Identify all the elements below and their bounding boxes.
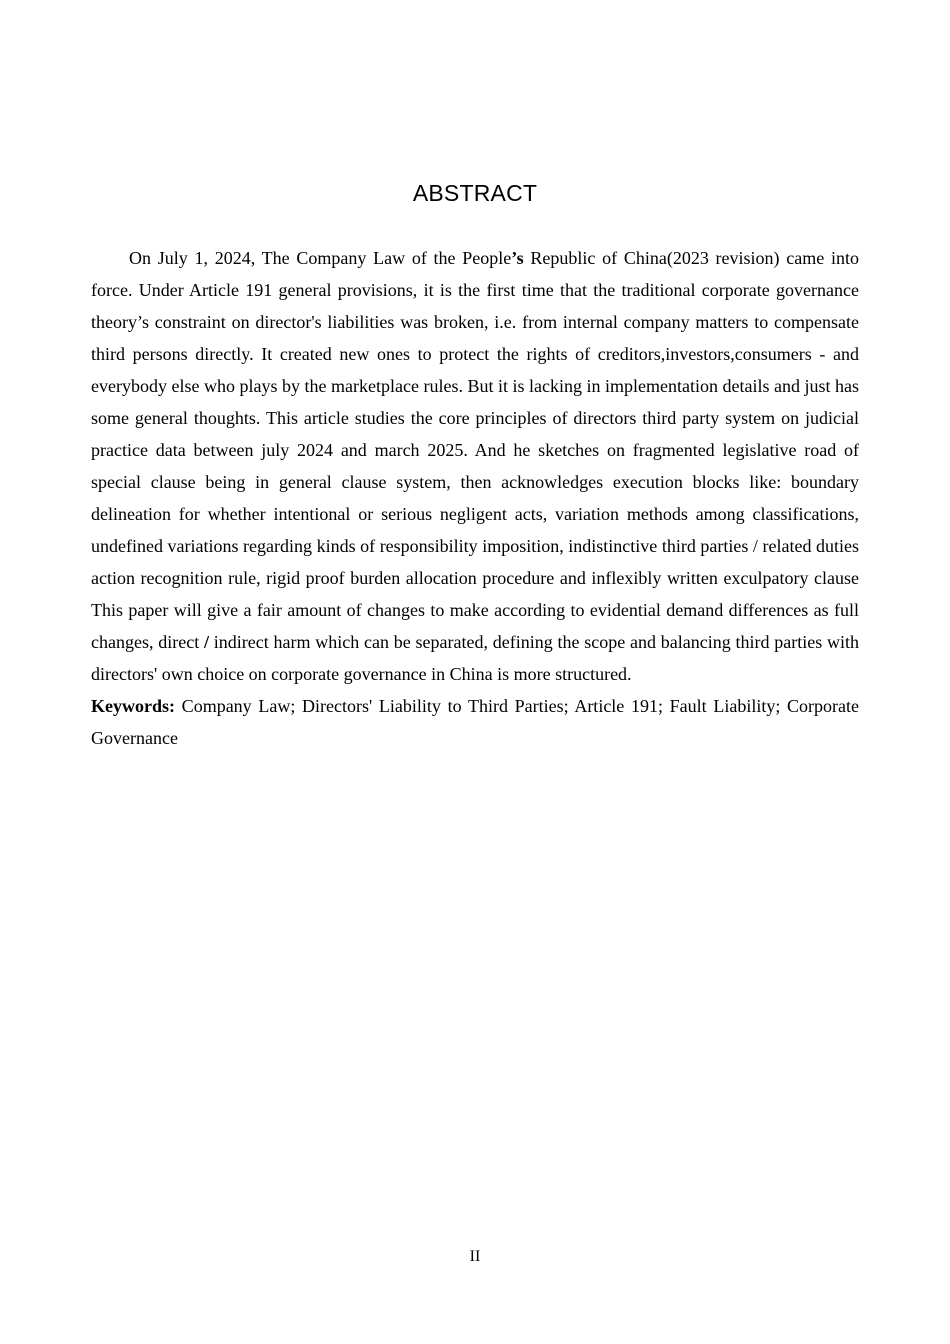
abstract-text-3: Republic of China(2023 revision) came into force. Under Article 191 general provisions, it is the first time that the traditional corporate governance theory’s constraint on director's liabilities was broken, i.e. from internal company matters to compensate third persons directly. It created new ones to protect the rights of creditors,investors,consumers - and everybody else who plays by the marketplace rules. But it is lacking in implementation details and just has some general thoughts. This article studies the core principles of directors third party system on judicial practice data between july 2024 and march 2025. And he sketches on fragmented legislative road of special clause being in general clause system, then acknowledges execution blocks like: boundary delineation for whether intentional or serious negligent acts, variation methods among classifications, undefined variations regarding kinds of responsibility imposition, indistinctive third parties / related duties action recognition rule, rigid proof burden allocation procedure and inflexibly written exculpatory clause This paper will give a fair amount of changes to make according to evidential demand differences as full changes, direct xyxy=(91,248,859,652)
abstract-text-2: ’s xyxy=(511,248,524,268)
abstract-text-5: indirect harm which can be separated, defining the scope and balancing third parties with directors' own choice on corporate governance in China is more structured. xyxy=(91,632,859,684)
abstract-text-1: On July 1, 2024, The Company Law of the People xyxy=(129,248,512,268)
keywords-label: Keywords: xyxy=(91,696,175,716)
keywords-paragraph xyxy=(91,690,859,754)
abstract-text-4: / xyxy=(203,632,209,652)
keywords-text: Company Law; Directors' Liability to Third Parties; Article 191; Fault Liability; Corporate Governance xyxy=(91,696,859,748)
abstract-body xyxy=(91,242,859,754)
abstract-title: ABSTRACT xyxy=(412,180,538,206)
page-number: II xyxy=(469,1248,481,1265)
abstract-paragraph xyxy=(91,242,859,690)
